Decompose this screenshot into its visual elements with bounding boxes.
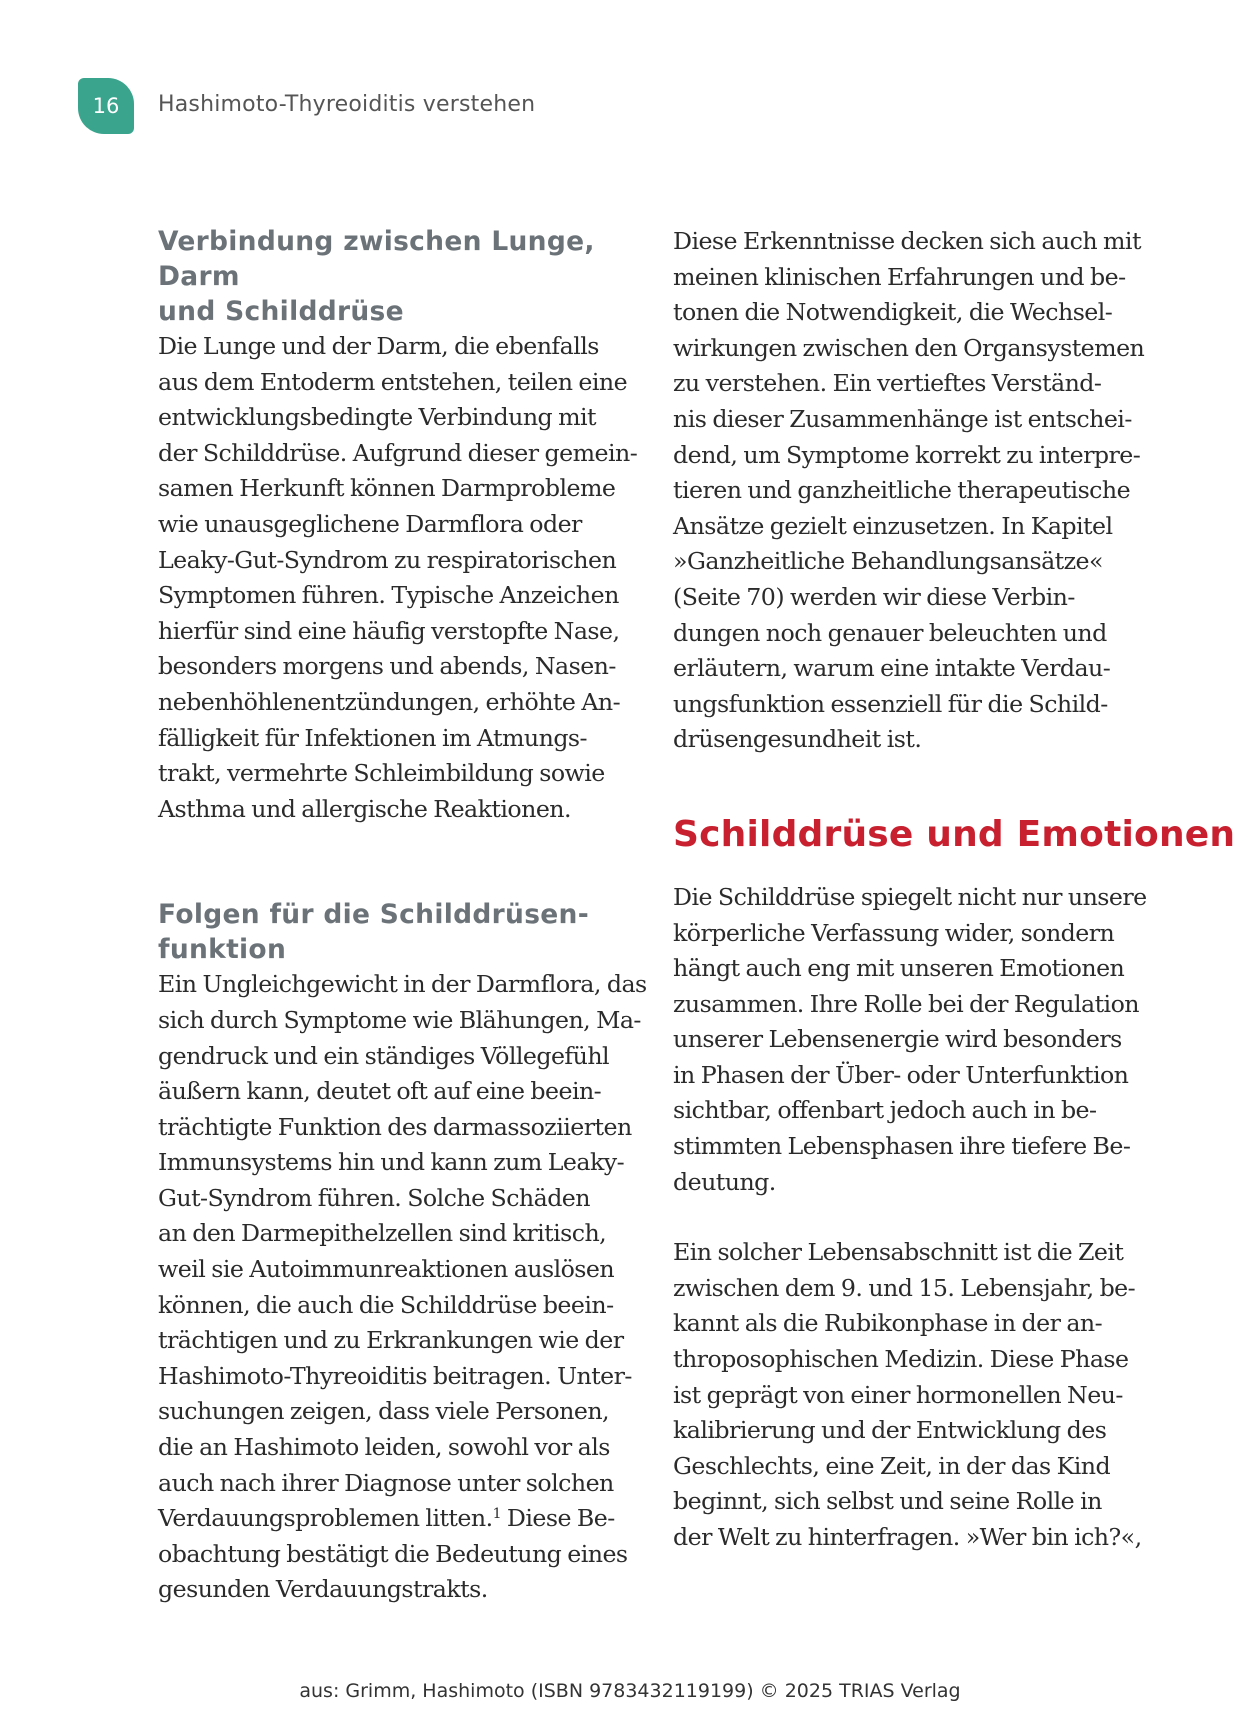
text-line: drüsengesundheit ist. — [673, 725, 922, 754]
text-line: zusammen. Ihre Rolle bei der Regulation — [673, 989, 1140, 1018]
text-line: Ein solcher Lebensabschnitt ist die Zeit — [673, 1238, 1124, 1267]
text-line: obachtung bestätigt die Bedeutung eines — [158, 1539, 628, 1568]
text-line: können, die auch die Schilddrüse beein- — [158, 1290, 614, 1319]
text-line: wirkungen zwischen den Organsystemen — [673, 333, 1145, 362]
text-line: tonen die Notwendigkeit, die Wechsel- — [673, 298, 1113, 327]
footnote-marker: 1 — [492, 1506, 501, 1523]
subheading-line: funktion — [158, 934, 287, 966]
text-line: trächtigen und zu Erkrankungen wie der — [158, 1326, 624, 1355]
text-line: weil sie Autoimmunreaktionen auslösen — [158, 1255, 615, 1284]
text-line: wie unausgeglichene Darmflora oder — [158, 509, 582, 538]
text-segment: Diese Be- — [500, 1504, 615, 1533]
subheading-folgen — [158, 897, 648, 967]
section-heading-emotionen: Schilddrüse und Emotionen — [673, 813, 1236, 855]
text-line: Ansätze gezielt einzusetzen. In Kapitel — [673, 511, 1113, 540]
text-line: der Welt zu hinterfragen. »Wer bin ich?«, — [673, 1523, 1142, 1551]
text-line: zwischen dem 9. und 15. Lebensjahr, be- — [673, 1273, 1136, 1302]
text-line: Gut-Syndrom führen. Solche Schäden — [158, 1183, 590, 1212]
paragraph-lunge-darm — [158, 329, 648, 827]
text-line: auch nach ihrer Diagnose unter solchen — [158, 1468, 614, 1497]
subheading-line: Verbindung zwischen Lunge, Darm — [158, 226, 595, 292]
text-line: dungen noch genauer beleuchten und — [673, 618, 1107, 647]
text-line: sichtbar, offenbart jedoch auch in be- — [673, 1096, 1097, 1125]
text-line: kalibrierung und der Entwicklung des — [673, 1416, 1107, 1445]
text-line: an den Darmepithelzellen sind kritisch, — [158, 1219, 607, 1248]
text-line: zu verstehen. Ein vertieftes Verständ- — [673, 369, 1102, 398]
text-line: stimmten Lebensphasen ihre tiefere Be- — [673, 1132, 1131, 1161]
text-line: »Ganzheitliche Behandlungsansätze« — [673, 547, 1103, 576]
page-number-badge — [78, 78, 134, 134]
text-line: gendruck und ein ständiges Völlegefühl — [158, 1041, 610, 1070]
text-line: körperliche Verfassung wider, sondern — [673, 918, 1115, 947]
subheading-line: Folgen für die Schilddrüsen- — [158, 899, 590, 931]
text-line: tieren und ganzheitliche therapeutische — [673, 476, 1131, 505]
paragraph-emotionen — [673, 880, 1163, 1200]
text-line: äußern kann, deutet oft auf eine beein- — [158, 1077, 602, 1106]
text-line: beginnt, sich selbst und seine Rolle in — [673, 1487, 1102, 1516]
text-line: nis dieser Zusammenhänge ist entschei- — [673, 404, 1132, 433]
text-line: (Seite 70) werden wir diese Verbin- — [673, 582, 1075, 611]
running-title: Hashimoto-Thyreoiditis verstehen — [158, 92, 536, 117]
text-line: Die Lunge und der Darm, die ebenfalls — [158, 332, 599, 360]
text-line: in Phasen der Über- oder Unterfunktion — [673, 1060, 1129, 1089]
subheading-line: und Schilddrüse — [158, 296, 404, 327]
text-line: Ein Ungleichgewicht in der Darmflora, das — [158, 970, 647, 999]
text-line: meinen klinischen Erfahrungen und be- — [673, 262, 1126, 291]
text-line: fälligkeit für Infektionen im Atmungs- — [158, 723, 587, 752]
source-footer: aus: Grimm, Hashimoto (ISBN 9783432119199) © 2025 TRIAS Verlag — [299, 1680, 961, 1702]
paragraph-folgen — [158, 967, 648, 1608]
text-line: entwicklungsbedingte Verbindung mit — [158, 403, 597, 432]
text-line: hängt auch eng mit unseren Emotionen — [673, 954, 1125, 983]
text-line: Leaky-Gut-Syndrom zu respiratorischen — [158, 545, 617, 574]
text-line: besonders morgens und abends, Nasen- — [158, 652, 616, 681]
text-line: Hashimoto-Thyreoiditis beitragen. Unter- — [158, 1361, 632, 1390]
text-line-with-footnote — [158, 1501, 648, 1537]
text-line: trakt, vermehrte Schleimbildung sowie — [158, 759, 605, 788]
left-column — [158, 224, 648, 1608]
text-line: Immunsystems hin und kann zum Leaky- — [158, 1148, 625, 1177]
text-line: throposophischen Medizin. Diese Phase — [673, 1345, 1129, 1374]
paragraph-erkenntnisse — [673, 224, 1163, 758]
text-line: gesunden Verdauungstrakts. — [158, 1575, 488, 1604]
text-line: dend, um Symptome korrekt zu interpre- — [673, 440, 1141, 469]
text-line: Asthma und allergische Reaktionen. — [158, 794, 571, 823]
text-line: ungsfunktion essenziell für die Schild- — [673, 689, 1108, 718]
right-column — [673, 224, 1236, 1556]
paragraph-rubikonphase — [673, 1235, 1163, 1555]
text-line: aus dem Entoderm entstehen, teilen eine — [158, 367, 628, 396]
text-line: sich durch Symptome wie Blähungen, Ma- — [158, 1005, 641, 1034]
text-line: samen Herkunft können Darmprobleme — [158, 474, 616, 503]
text-segment: Verdauungsproblemen litten. — [158, 1504, 493, 1533]
text-line: der Schilddrüse. Aufgrund dieser gemein- — [158, 438, 638, 467]
text-line: Symptomen führen. Typische Anzeichen — [158, 581, 619, 610]
text-line: kannt als die Rubikonphase in der an- — [673, 1309, 1103, 1338]
text-line: trächtigte Funktion des darmassoziierten — [158, 1112, 632, 1141]
text-line: Die Schilddrüse spiegelt nicht nur unsere — [673, 882, 1147, 911]
page-number: 16 — [92, 94, 120, 118]
text-line: deutung. — [673, 1167, 776, 1196]
text-line: Diese Erkenntnisse decken sich auch mit — [673, 227, 1141, 255]
text-line: suchungen zeigen, dass viele Personen, — [158, 1397, 610, 1426]
text-line: unserer Lebensenergie wird besonders — [673, 1025, 1122, 1054]
subheading-lunge-darm — [158, 224, 648, 329]
text-line: hierfür sind eine häufig verstopfte Nase, — [158, 616, 620, 645]
text-line: die an Hashimoto leiden, sowohl vor als — [158, 1433, 610, 1462]
text-line: nebenhöhlenentzündungen, erhöhte An- — [158, 687, 621, 716]
text-line: Geschlechts, eine Zeit, in der das Kind — [673, 1451, 1111, 1480]
text-line: erläutern, warum eine intakte Verdau- — [673, 654, 1111, 683]
text-line: ist geprägt von einer hormonellen Neu- — [673, 1380, 1123, 1409]
